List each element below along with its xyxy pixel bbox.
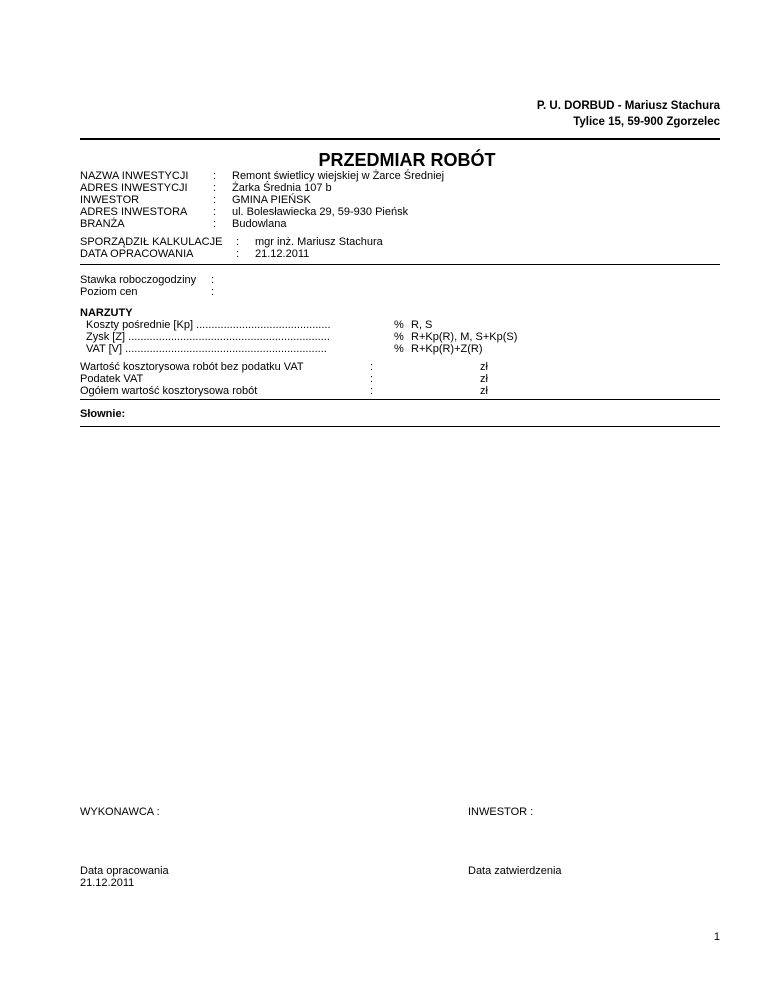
total-unit: zł [480, 385, 488, 397]
company-name: P. U. DORBUD - Mariusz Stachura [536, 100, 720, 112]
date-sep: : [236, 248, 240, 260]
total-label: Podatek VAT [80, 373, 144, 385]
prepared-value: mgr inż. Mariusz Stachura [255, 236, 383, 248]
contractor-label: WYKONAWCA : [80, 806, 160, 818]
info-value-branch: Budowlana [232, 218, 287, 230]
narzuty-unit: % [394, 343, 404, 355]
date-value: 21.12.2011 [255, 248, 310, 260]
prepared-sep: : [236, 236, 240, 248]
info-value-investor-address: ul. Bolesławiecka 29, 59-930 Pieńsk [232, 206, 409, 218]
rate-sep: : [211, 274, 215, 286]
divider [80, 264, 720, 265]
info-label-investor-address: ADRES INWESTORA [80, 206, 188, 218]
prepared-label: SPORZĄDZIŁ KALKULACJE [80, 236, 223, 248]
total-label: Ogółem wartość kosztorysowa robót [80, 385, 258, 397]
info-sep: : [213, 170, 217, 182]
total-sep: : [370, 361, 374, 373]
info-value-name: Remont świetlicy wiejskiej w Żarce Średniej [232, 170, 445, 182]
narzuty-unit: % [394, 331, 404, 343]
investor-label: INWESTOR : [468, 806, 534, 818]
total-sep: : [370, 385, 374, 397]
info-sep: : [213, 182, 217, 194]
info-label-branch: BRANŻA [80, 218, 125, 230]
info-sep: : [213, 194, 217, 206]
page-number: 1 [713, 931, 720, 943]
narzuty-basis: R, S [411, 319, 433, 331]
prep-date-label: Data opracowania [80, 865, 169, 877]
total-unit: zł [480, 361, 488, 373]
price-level-label: Poziom cen [80, 286, 138, 298]
prep-date-value: 21.12.2011 [80, 877, 135, 889]
divider [80, 426, 720, 427]
page-title: PRZEDMIAR ROBÓT [318, 150, 496, 170]
narzuty-unit: % [394, 319, 404, 331]
divider [80, 399, 720, 400]
total-label: Wartość kosztorysowa robót bez podatku VAT [80, 361, 304, 373]
info-sep: : [213, 206, 217, 218]
info-sep: : [213, 218, 217, 230]
info-label-name: NAZWA INWESTYCJI [80, 170, 189, 182]
slownie-label: Słownie: [80, 408, 126, 420]
narzuty-basis: R+Kp(R), M, S+Kp(S) [411, 331, 518, 343]
narzuty-row-label: Koszty pośrednie [Kp] ............................................ [86, 319, 331, 331]
info-value-address: Żarka Średnia 107 b [232, 182, 332, 194]
top-divider [80, 138, 720, 140]
narzuty-basis: R+Kp(R)+Z(R) [411, 343, 483, 355]
info-value-investor: GMINA PIEŃSK [232, 194, 311, 206]
narzuty-heading: NARZUTY [80, 307, 133, 319]
total-unit: zł [480, 373, 488, 385]
date-label: DATA OPRACOWANIA [80, 248, 194, 260]
narzuty-row-label: Zysk [Z] .................................................................. [86, 331, 330, 343]
price-level-sep: : [211, 286, 215, 298]
info-label-address: ADRES INWESTYCJI [80, 182, 188, 194]
company-address: Tylice 15, 59-900 Zgorzelec [573, 116, 720, 128]
rate-label: Stawka roboczogodziny [80, 274, 197, 286]
total-sep: : [370, 373, 374, 385]
info-label-investor: INWESTOR [80, 194, 140, 206]
approval-date-label: Data zatwierdzenia [468, 865, 562, 877]
narzuty-row-label: VAT [V] .................................................................. [86, 343, 327, 355]
